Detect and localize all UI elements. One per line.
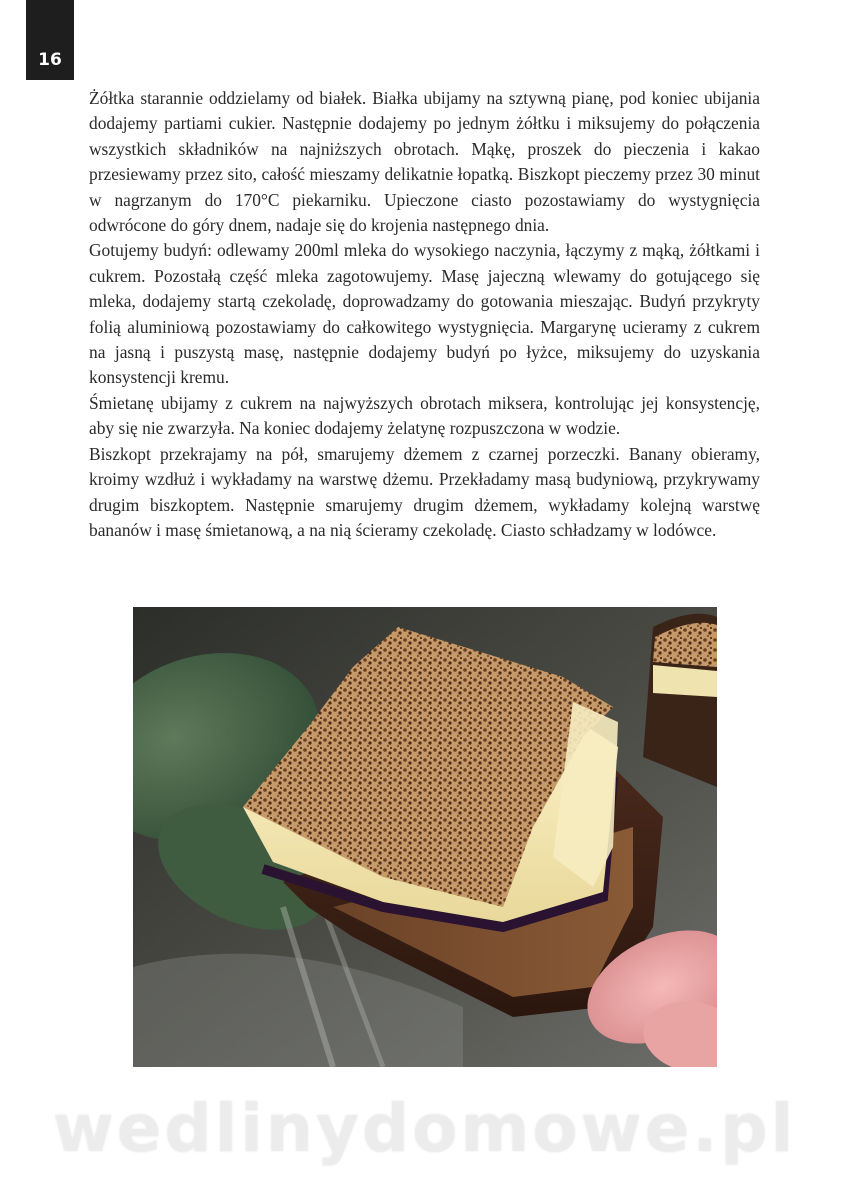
cake-illustration bbox=[133, 607, 717, 1067]
recipe-text bbox=[89, 86, 760, 543]
page-number-tab bbox=[26, 0, 74, 80]
watermark: wedlinydomowe.pl bbox=[52, 1090, 797, 1167]
paragraph-cream: Śmietanę ubijamy z cukrem na najwyższych obrotach miksera, kontrolując jej konsystencję, aby się nie zwarzyła. Na koniec dodajemy żelatynę rozpuszczona w wodzie. bbox=[89, 392, 760, 439]
page-number: 16 bbox=[38, 50, 62, 70]
paragraph-assembly: Biszkopt przekrajamy na pół, smarujemy dżemem z czarnej porzeczki. Banany obieramy, kroimy wzdłuż i wykładamy na warstwę dżemu. Przekładamy masą budyniową, przykrywamy drugim biszkoptem. Następnie smarujemy drugim dżemem, wykładamy kolejną warstwę bananów i masę śmietanową, a na nią ścieramy czekoladę. Ciasto schładzamy w lodówce. bbox=[89, 443, 760, 540]
cake-slice-photo bbox=[133, 607, 717, 1067]
paragraph-pudding: Gotujemy budyń: odlewamy 200ml mleka do wysokiego naczynia, łączymy z mąką, żółtkami i cukrem. Pozostałą część mleka zagotowujemy. Masę jajeczną wlewamy do gotującego się mleka, dodajemy startą czekoladę, doprowadzamy do gotowania mieszając. Budyń przykryty folią aluminiową pozostawiamy do całkowitego wystygnięcia. Margarynę ucieramy z cukrem na jasną i puszystą masę, następnie dodajemy budyń po łyżce, miksujemy do uzyskania konsystencji kremu. bbox=[89, 240, 760, 388]
paragraph-biscuit: Żółtka starannie oddzielamy od białek. Białka ubijamy na sztywną pianę, pod koniec ubijania dodajemy partiami cukier. Następnie dodajemy po jednym żółtku i miksujemy do połączenia wszystkich składników na najniższych obrotach. Mąkę, proszek do pieczenia i kakao przesiewamy przez sito, całość mieszamy delikatnie łopatką. Biszkopt pieczemy przez 30 minut w nagrzanym do 170°C piekarniku. Upieczone ciasto pozostawiamy do wystygnięcia odwrócone do góry dnem, nadaje się do krojenia następnego dnia. bbox=[89, 88, 760, 236]
